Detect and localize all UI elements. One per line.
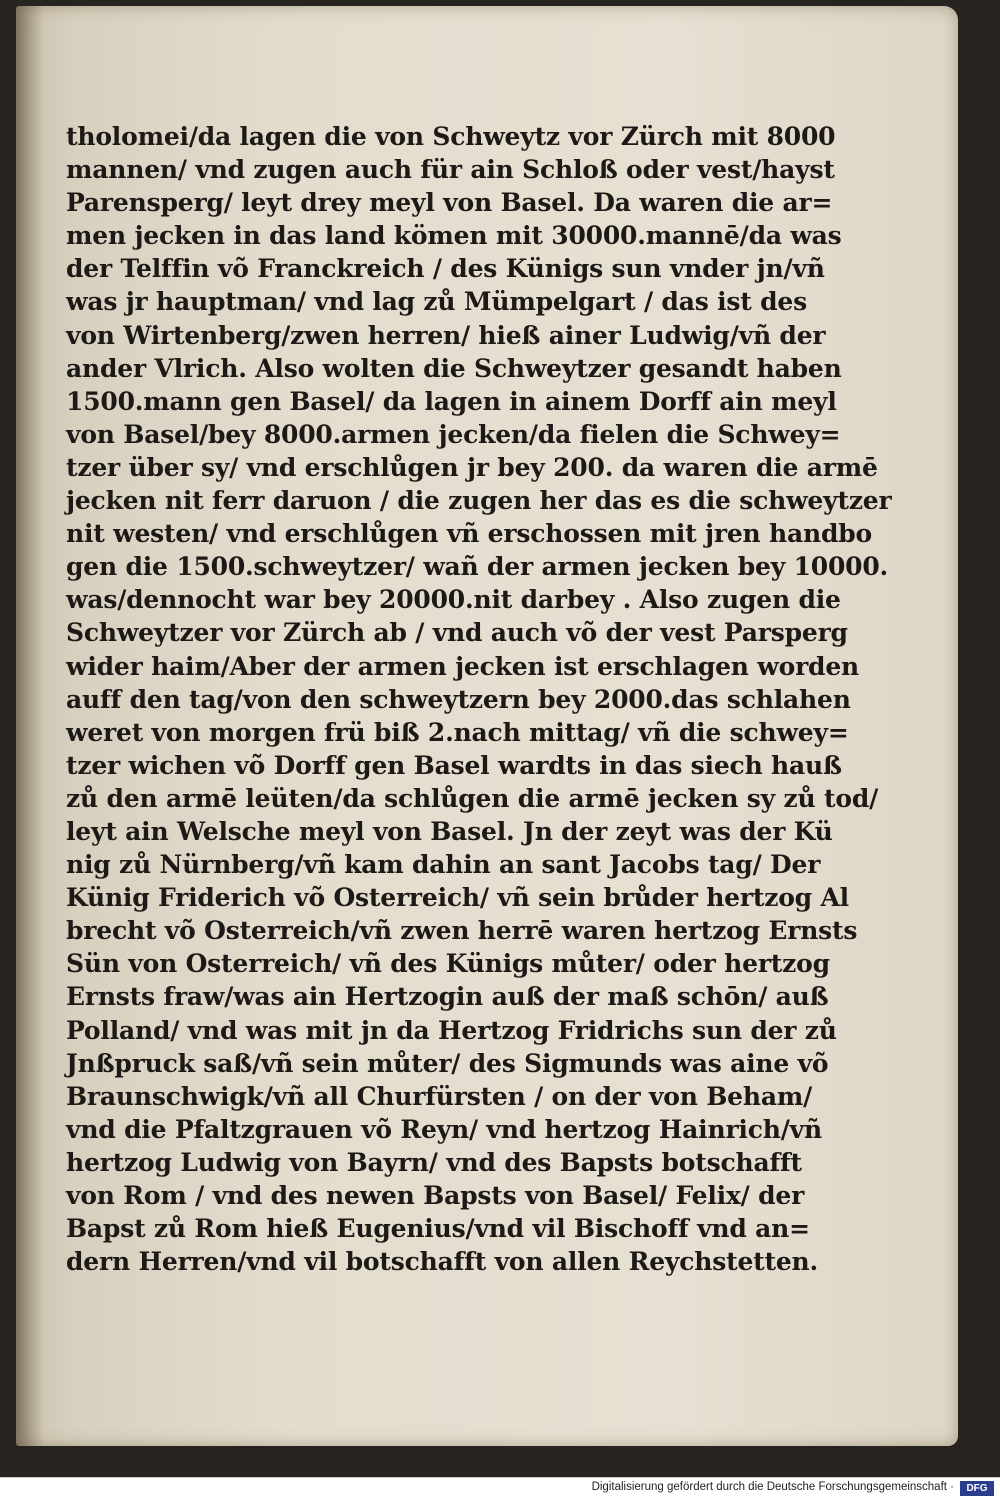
text-line: was/dennocht war bey 20000.nit darbey . Also zugen die — [66, 585, 841, 615]
text-line: mannen/ vnd zugen auch für ain Schloß oder vest/hayst — [66, 155, 835, 185]
page-text — [66, 120, 892, 1278]
text-line: der Telffin võ Franckreich / des Künigs sun vnder jn/vñ — [66, 254, 825, 284]
text-line: jecken nit ferr daruon / die zugen her das es die schweytzer — [66, 486, 892, 516]
text-line: nig zů Nürnberg/vñ kam dahin an sant Jacobs tag/ Der — [66, 850, 821, 880]
text-line: weret von morgen frü biß 2.nach mittag/ vñ die schwey= — [66, 717, 849, 747]
text-line: men jecken in das land kömen mit 30000.mannē/da was — [66, 221, 842, 251]
book-page — [16, 6, 958, 1446]
text-line: dern Herren/vnd vil botschafft von allen Reychstetten. — [66, 1247, 819, 1277]
text-line: wider haim/Aber der armen jecken ist erschlagen worden — [66, 651, 860, 681]
text-line: Parensperg/ leyt drey meyl von Basel. Da waren die ar= — [66, 188, 833, 218]
text-line: Braunschwigk/vñ all Churfürsten / on der von Beham/ — [66, 1081, 813, 1111]
page-gutter — [16, 6, 44, 1446]
text-line: Sün von Osterreich/ vñ des Künigs můter/ oder hertzog — [66, 949, 830, 979]
text-line: tholomei/da lagen die von Schweytz vor Zürch mit 8000 — [66, 122, 836, 151]
text-line: 1500.mann gen Basel/ da lagen in ainem Dorff ain meyl — [66, 386, 837, 416]
text-line: Ernsts fraw/was ain Hertzogin auß der maß schōn/ auß — [66, 982, 829, 1012]
dfg-logo: DFG — [960, 1481, 994, 1496]
text-line: nit westen/ vnd erschlůgen vñ erschossen mit jren handbo — [66, 519, 873, 549]
text-line: hertzog Ludwig von Bayrn/ vnd des Bapsts botschafft — [66, 1147, 802, 1177]
text-line: Jnßpruck saß/vñ sein můter/ des Sigmunds was aine võ — [66, 1048, 829, 1078]
text-line: von Rom / vnd des newen Bapsts von Basel/ Felix/ der — [66, 1181, 805, 1210]
text-line: Polland/ vnd was mit jn da Hertzog Fridrichs sun der zů — [66, 1015, 837, 1045]
text-line: von Basel/bey 8000.armen jecken/da fielen die Schwey= — [66, 419, 841, 449]
text-line: Schweytzer vor Zürch ab / vnd auch võ der vest Parsperg — [66, 618, 848, 648]
text-line: was jr hauptman/ vnd lag zů Mümpelgart / das ist des — [66, 287, 807, 317]
text-line: vnd die Pfaltzgrauen võ Reyn/ vnd hertzog Hainrich/vñ — [66, 1114, 822, 1144]
text-line: brecht võ Osterreich/vñ zwen herrē waren hertzog Ernsts — [66, 916, 858, 946]
text-line: von Wirtenberg/zwen herren/ hieß ainer Ludwig/vñ der — [66, 320, 826, 350]
text-line: auff den tag/von den schweytzern bey 2000.das schlahen — [66, 684, 851, 714]
text-line: leyt ain Welsche meyl von Basel. Jn der zeyt was der Kü — [66, 816, 833, 846]
text-line: tzer wichen võ Dorff gen Basel wardts in das siech hauß — [66, 750, 842, 780]
text-line: Bapst zů Rom hieß Eugenius/vnd vil Bischoff vnd an= — [66, 1214, 810, 1244]
text-line: Künig Friderich võ Osterreich/ vñ sein brůder hertzog Al — [66, 883, 849, 913]
text-line: gen die 1500.schweytzer/ wañ der armen jecken bey 10000. — [66, 552, 889, 582]
funding-credit: Digitalisierung gefördert durch die Deutsche Forschungsgemeinschaft · — [591, 1481, 954, 1493]
text-line: ander Vlrich. Also wolten die Schweytzer gesandt haben — [66, 353, 842, 383]
text-line: tzer über sy/ vnd erschlůgen jr bey 200. da waren die armē — [66, 452, 878, 482]
text-line: zů den armē leüten/da schlůgen die armē jecken sy zů tod/ — [66, 783, 879, 813]
footer-bar — [0, 1477, 1000, 1500]
